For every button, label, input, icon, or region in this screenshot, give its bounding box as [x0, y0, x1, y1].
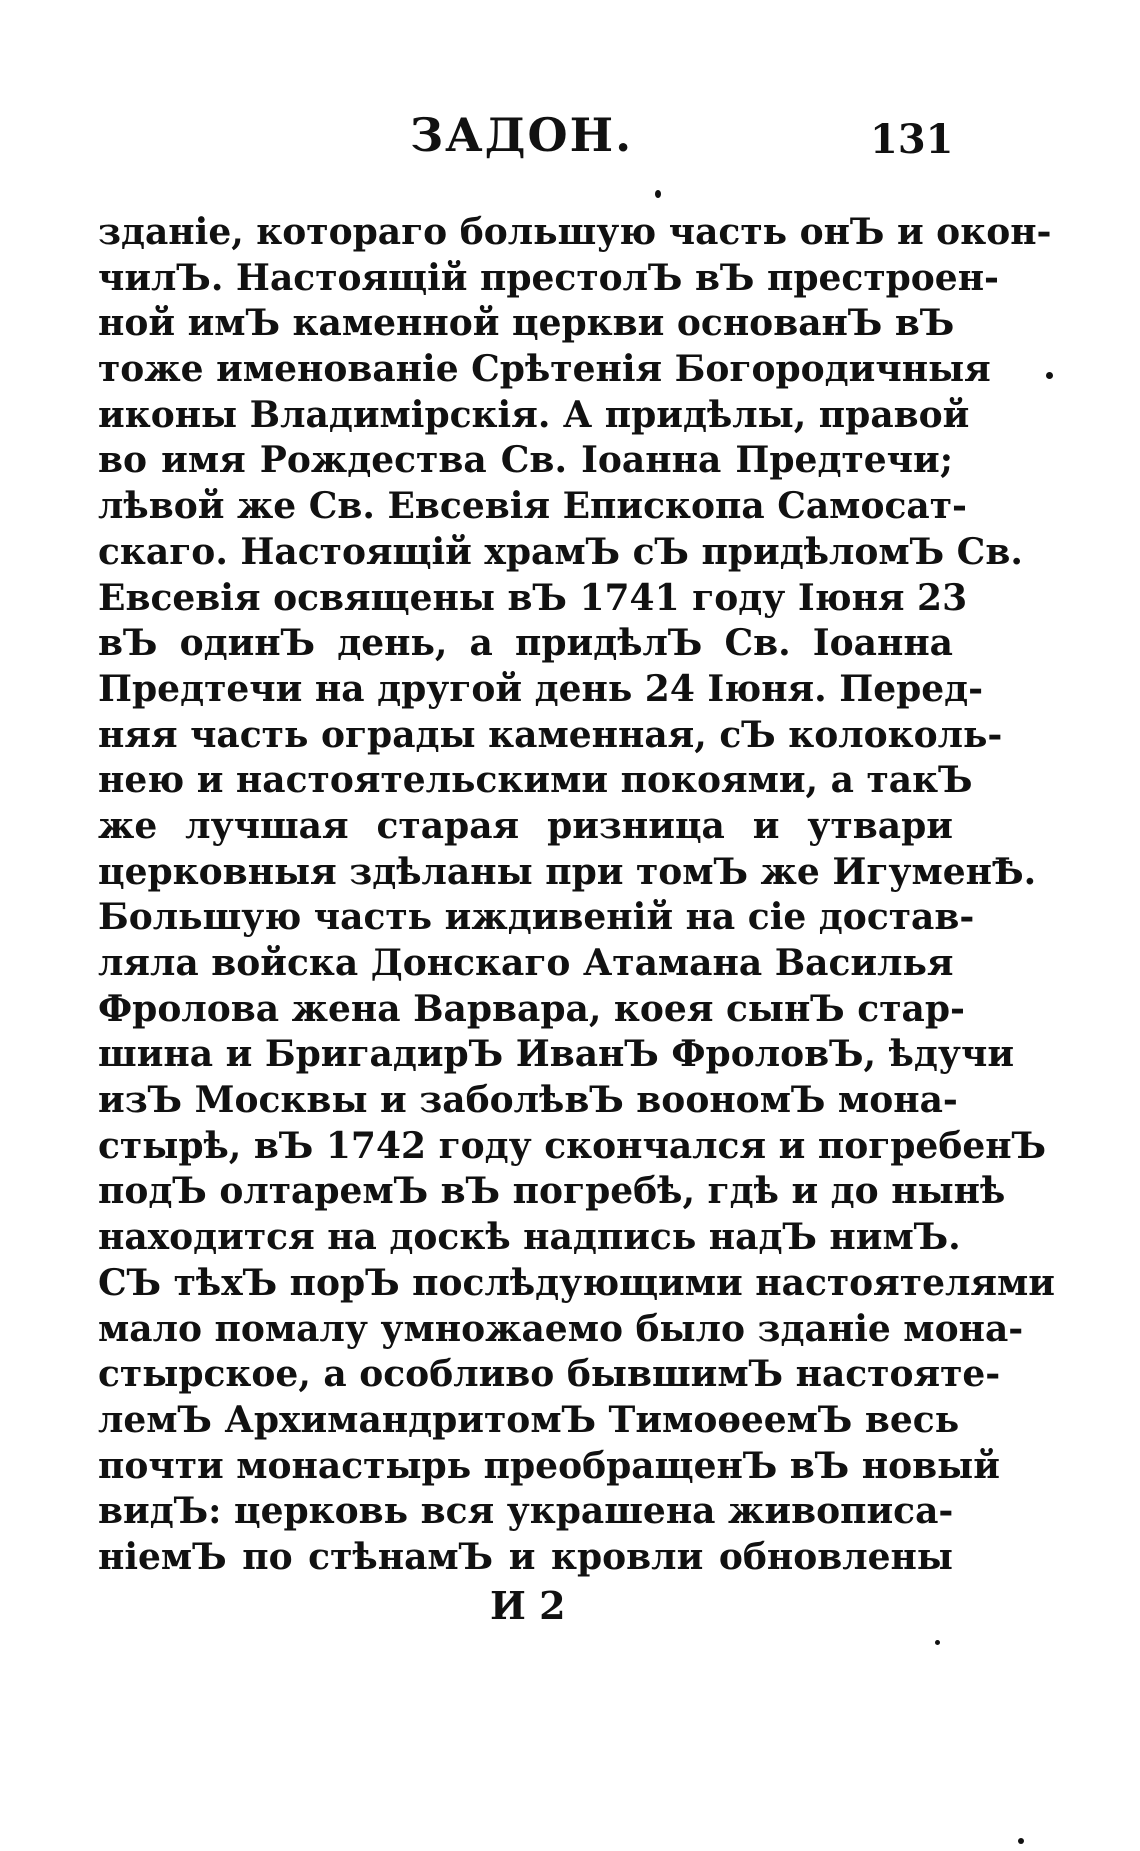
text-line: Евсевія освящены вЪ 1741 году Іюня 23: [98, 576, 968, 619]
text-line: почти монастырь преобращенЪ вЪ новый: [98, 1444, 1000, 1487]
text-line: шина и БригадирЪ ИванЪ ФроловЪ, ѣдучи: [98, 1033, 1015, 1076]
text-line: находится на доскѣ надпись надЪ нимЪ.: [98, 1216, 961, 1259]
text-line: чилЪ. Настоящій престолЪ вЪ престроен-: [98, 256, 1000, 299]
page-number: 131: [870, 116, 954, 163]
ink-speck: [1046, 372, 1053, 379]
text-line: скаго. Настоящій храмЪ сЪ придѣломЪ Св.: [98, 530, 1023, 573]
text-line: во имя Рождества Св. Іоанна Предтечи;: [98, 439, 953, 482]
running-title: ЗАДОН.: [410, 108, 634, 162]
text-line: подЪ олтаремЪ вЪ погребѣ, гдѣ и до нынѣ: [98, 1170, 1006, 1213]
text-line: ляла войска Донскаго Атамана Василья: [98, 942, 954, 984]
text-line: иконы Владимірскія. А придѣлы, правой: [98, 393, 970, 436]
text-line: же лучшая старая ризница и утвари: [98, 804, 953, 847]
text-line: Фролова жена Варвара, коея сынЪ стар-: [98, 987, 965, 1030]
text-line: мало помалу умножаемо было зданіе мона-: [98, 1307, 1024, 1350]
text-line: вЪ одинЪ день, а придѣлЪ Св. Іоанна: [98, 622, 953, 665]
body-text: [98, 210, 1055, 1581]
text-line: стырѣ, вЪ 1742 году скончался и погребенЪ: [98, 1124, 1047, 1167]
signature-mark: И 2: [490, 1583, 566, 1628]
text-line: видЪ: церковь вся украшена живописа-: [98, 1490, 954, 1533]
text-line: тоже именованіе Срѣтенія Богородичныя: [98, 348, 991, 391]
text-line: лемЪ АрхимандритомЪ ТимоѳеемЪ весь: [98, 1398, 960, 1441]
text-line: ніемЪ по стѣнамЪ и кровли обновлены: [98, 1535, 953, 1578]
ink-speck: [935, 1640, 940, 1645]
text-line: изЪ Москвы и заболѣвЪ воономЪ мона-: [98, 1079, 958, 1122]
text-line: няя часть ограды каменная, сЪ колоколь-: [98, 713, 1003, 756]
text-line: стырское, а особливо бывшимЪ настояте-: [98, 1353, 1001, 1396]
text-line: лѣвой же Св. Евсевія Епископа Самосат-: [98, 485, 967, 528]
text-line: нею и настоятельскими покоями, а такЪ: [98, 759, 973, 802]
text-line: Большую часть иждивеній на сіе достав-: [98, 896, 975, 939]
text-line: ной имЪ каменной церкви основанЪ вЪ: [98, 302, 955, 345]
text-line: Предтечи на другой день 24 Іюня. Перед-: [98, 667, 984, 710]
text-line: церковныя здѣланы при томЪ же ИгуменѢ.: [98, 850, 1037, 893]
text-line: зданіе, котораго большую часть онЪ и окон-: [98, 211, 1052, 253]
ink-speck: [655, 190, 661, 198]
ink-speck: [1018, 1838, 1024, 1844]
text-line: СЪ тѣхЪ порЪ послѣдующими настоятелями: [98, 1261, 1055, 1304]
